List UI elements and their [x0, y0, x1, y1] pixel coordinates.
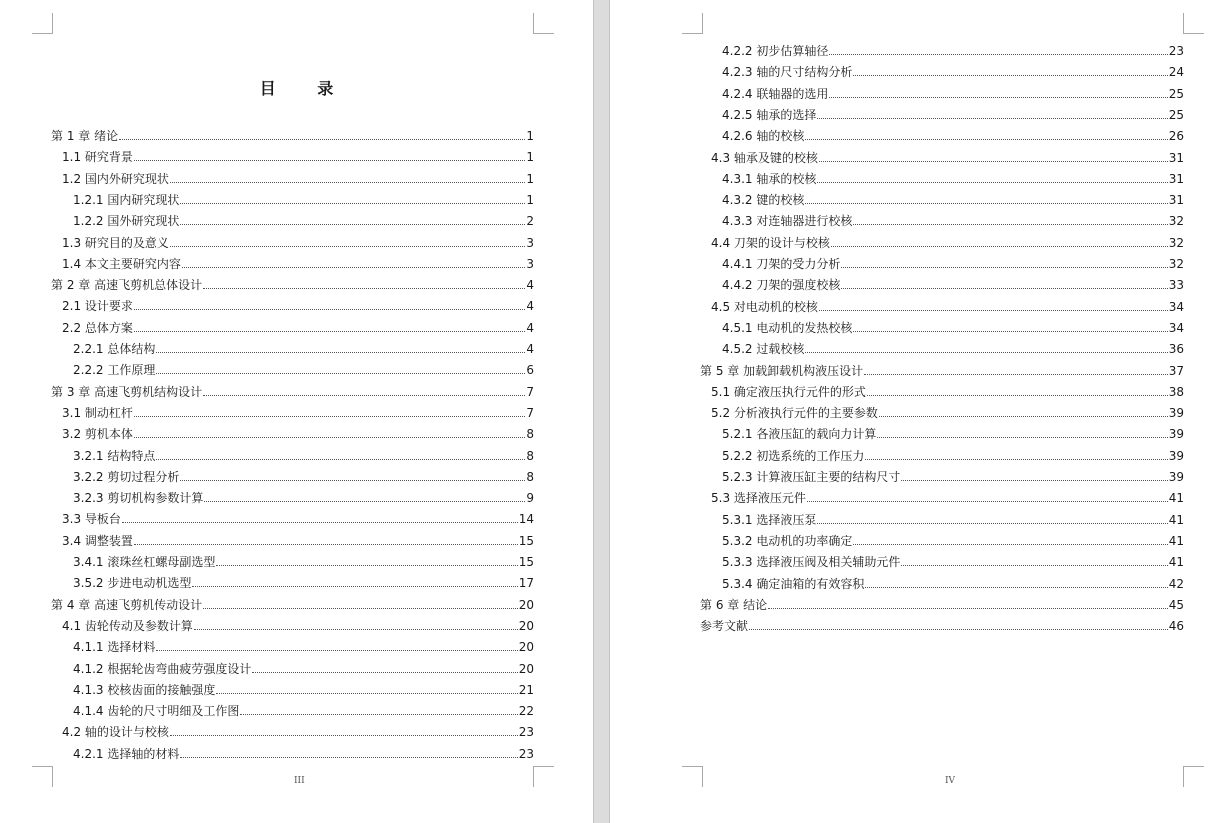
toc-entry-label: 4.3 轴承及键的校核 — [711, 150, 818, 165]
toc-leader-dots — [134, 543, 518, 545]
toc-entry-label: 第 1 章 绪论 — [51, 129, 119, 143]
toc-leader-dots — [865, 586, 1167, 588]
page-number: IV — [945, 776, 956, 786]
toc-leader-dots — [879, 415, 1168, 417]
toc-leader-dots — [805, 138, 1167, 140]
toc-entry-page: 32 — [1168, 214, 1184, 229]
toc-leader-dots — [901, 564, 1167, 566]
toc-entry-label: 1.1 研究背景 — [62, 150, 133, 165]
toc-entry[interactable] — [700, 165, 1184, 186]
toc-entry-page: 1 — [526, 129, 534, 143]
toc-entry-page: 39 — [1168, 427, 1184, 442]
toc-entry-label: 4.1.3 校核齿面的接触强度 — [73, 682, 216, 697]
toc-entry-page: 3 — [526, 235, 534, 250]
toc-leader-dots — [119, 138, 525, 140]
toc-entry[interactable] — [51, 591, 534, 612]
toc-entry-page: 38 — [1168, 384, 1184, 399]
toc-entry-label: 4.2.4 联轴器的选用 — [722, 86, 829, 101]
toc-entry-page: 1 — [526, 150, 534, 165]
toc-leader-dots — [216, 564, 517, 566]
toc-entry-page: 14 — [518, 512, 534, 527]
toc-entry-page: 9 — [526, 491, 534, 506]
toc-entry-page: 6 — [526, 363, 534, 378]
toc-entry[interactable] — [51, 335, 534, 356]
toc-leader-dots — [170, 181, 525, 183]
toc-entry-label: 4.3.3 对连轴器进行校核 — [722, 214, 853, 229]
toc-entry-page: 31 — [1168, 171, 1184, 186]
toc-entry[interactable] — [51, 378, 534, 399]
toc-leader-dots — [877, 436, 1167, 438]
toc-entry-page: 23 — [518, 746, 534, 761]
toc-entry-label: 4.2.6 轴的校核 — [722, 129, 805, 144]
toc-entry-label: 4.4.1 刀架的受力分析 — [722, 257, 841, 271]
toc-entry-label: 4.2.3 轴的尺寸结构分析 — [722, 65, 853, 80]
toc-entry-label: 2.2.1 总体结构 — [73, 342, 156, 356]
toc-leader-dots — [203, 394, 525, 396]
toc-leader-dots — [170, 245, 525, 247]
margin-corner-mark — [682, 13, 703, 34]
toc-entry-page: 45 — [1168, 597, 1184, 612]
toc-entry[interactable] — [700, 122, 1184, 143]
toc-leader-dots — [807, 500, 1168, 502]
toc-entry-page: 15 — [518, 533, 534, 548]
toc-leader-dots — [134, 436, 525, 438]
toc-leader-dots — [853, 330, 1167, 332]
toc-entry-label: 4.2.5 轴承的选择 — [722, 107, 817, 122]
toc-entry-page: 15 — [518, 555, 534, 569]
toc-entry[interactable] — [700, 399, 1184, 420]
toc-leader-dots — [134, 159, 525, 161]
toc-entry-page: 7 — [526, 384, 534, 399]
toc-leader-dots — [768, 607, 1168, 609]
margin-corner-mark — [533, 13, 554, 34]
toc-entry-label: 5.3 选择液压元件 — [711, 491, 806, 506]
toc-entry-page: 23 — [518, 725, 534, 740]
toc-entry-label: 5.2.3 计算液压缸主要的结构尺寸 — [722, 470, 901, 484]
toc-entry[interactable] — [700, 335, 1184, 356]
toc-leader-dots — [865, 458, 1167, 460]
toc-entry-label: 4.1.1 选择材料 — [73, 640, 156, 655]
toc-entry-label: 2.2.2 工作原理 — [73, 363, 156, 378]
toc-entry[interactable] — [700, 271, 1184, 292]
toc-entry-page: 36 — [1168, 342, 1184, 357]
toc-entry-page: 41 — [1168, 533, 1184, 548]
toc-entry-label: 4.4 刀架的设计与校核 — [711, 235, 830, 250]
toc-entry-label: 4.2 轴的设计与校核 — [62, 725, 169, 740]
toc-entry[interactable] — [51, 186, 534, 207]
toc-entry-page: 20 — [518, 597, 534, 612]
toc-entry[interactable] — [700, 484, 1184, 505]
toc-entry-page: 34 — [1168, 299, 1184, 314]
toc-entry-page: 23 — [1168, 44, 1184, 58]
toc-leader-dots — [805, 351, 1167, 353]
toc-entry-page: 32 — [1168, 235, 1184, 250]
toc-entry-page: 22 — [518, 704, 534, 719]
toc-entry-label: 4.5 对电动机的校核 — [711, 299, 818, 314]
toc-leader-dots — [805, 202, 1167, 204]
margin-corner-mark — [682, 766, 703, 787]
toc-leader-dots — [204, 500, 525, 502]
toc-leader-dots — [180, 223, 525, 225]
toc-leader-dots — [817, 522, 1167, 524]
toc-leader-dots — [134, 330, 525, 332]
margin-corner-mark — [32, 766, 53, 787]
toc-entry-page: 46 — [1168, 619, 1184, 634]
toc-entry-label: 3.2.3 剪切机构参数计算 — [73, 491, 204, 506]
toc-entry[interactable] — [51, 633, 534, 654]
toc-entry-page: 39 — [1168, 406, 1184, 421]
toc-entry-page: 8 — [526, 427, 534, 442]
toc-entry-label: 5.2.1 各液压缸的载向力计算 — [722, 427, 877, 442]
toc-entry-page: 3 — [526, 256, 534, 271]
toc-entry[interactable] — [51, 356, 534, 377]
toc-leader-dots — [240, 713, 517, 715]
toc-entry[interactable] — [700, 314, 1184, 335]
toc-entry[interactable] — [51, 655, 534, 676]
toc-entry-page: 31 — [1168, 150, 1184, 165]
toc-leader-dots — [853, 74, 1167, 76]
toc-entry-label: 1.2.1 国内研究现状 — [73, 192, 180, 207]
toc-entry[interactable] — [51, 612, 534, 633]
toc-leader-dots — [841, 287, 1167, 289]
toc-entry-page: 41 — [1168, 555, 1184, 570]
toc-entry-page: 8 — [526, 469, 534, 484]
toc-entry[interactable] — [51, 548, 534, 569]
toc-entry-page: 25 — [1168, 86, 1184, 101]
toc-entry-label: 第 3 章 高速飞剪机结构设计 — [51, 384, 203, 399]
toc-leader-dots — [853, 223, 1167, 225]
page-number: III — [294, 776, 305, 786]
toc-entry-page: 4 — [526, 278, 534, 293]
toc-leader-dots — [182, 266, 525, 268]
toc-entry-label: 参考文献 — [700, 619, 749, 634]
toc-entry-page: 4 — [526, 342, 534, 356]
toc-leader-dots — [156, 372, 525, 374]
toc-entry-page: 24 — [1168, 65, 1184, 80]
toc-entry[interactable] — [51, 569, 534, 590]
toc-leader-dots — [817, 181, 1167, 183]
toc-entry-label: 1.4 本文主要研究内容 — [62, 256, 181, 271]
toc-entry[interactable] — [700, 591, 1184, 612]
toc-leader-dots — [864, 373, 1168, 375]
toc-entry[interactable] — [51, 122, 534, 143]
toc-entry-label: 5.1 确定液压执行元件的形式 — [711, 384, 866, 399]
toc-leader-dots — [203, 287, 525, 289]
toc-leader-dots — [829, 96, 1167, 98]
toc-entry-label: 4.3.2 键的校核 — [722, 193, 805, 208]
toc-leader-dots — [180, 479, 525, 481]
toc-entry[interactable] — [700, 80, 1184, 101]
toc-entry[interactable] — [700, 570, 1184, 591]
toc-entry[interactable] — [51, 271, 534, 292]
toc-entry-label: 第 5 章 加载卸载机构液压设计 — [700, 363, 864, 378]
toc-leader-dots — [122, 521, 518, 523]
toc-entry-page: 21 — [518, 682, 534, 697]
toc-leader-dots — [829, 53, 1167, 55]
toc-entry-page: 8 — [526, 448, 534, 463]
toc-entry-label: 4.5.1 电动机的发热校核 — [722, 320, 853, 335]
toc-entry-label: 4.4.2 刀架的强度校核 — [722, 278, 841, 293]
toc-entry-label: 4.5.2 过载校核 — [722, 342, 805, 357]
toc-entry-label: 3.1 制动杠杆 — [62, 405, 133, 420]
toc-entry-label: 1.3 研究目的及意义 — [62, 235, 169, 250]
toc-entry-page: 4 — [526, 299, 534, 314]
toc-entry[interactable] — [51, 399, 534, 420]
toc-entry[interactable] — [700, 144, 1184, 165]
toc-entry[interactable] — [700, 186, 1184, 207]
toc-entry-label: 5.3.1 选择液压泵 — [722, 512, 817, 527]
toc-leader-dots — [180, 202, 525, 204]
page-gutter — [593, 0, 610, 823]
toc-entry-page: 34 — [1168, 320, 1184, 335]
toc-entry-label: 第 6 章 结论 — [700, 597, 768, 612]
toc-entry-page: 20 — [518, 661, 534, 676]
toc-entry-page: 1 — [526, 171, 534, 186]
toc-entry[interactable] — [700, 612, 1184, 633]
toc-entry-page: 41 — [1168, 512, 1184, 527]
toc-leader-dots — [817, 117, 1167, 119]
toc-entry[interactable] — [700, 58, 1184, 79]
toc-leader-dots — [819, 309, 1168, 311]
toc-entry-page: 32 — [1168, 257, 1184, 271]
margin-corner-mark — [1183, 766, 1204, 787]
toc-entry-label: 第 2 章 高速飞剪机总体设计 — [51, 278, 203, 293]
toc-entry[interactable] — [700, 207, 1184, 228]
toc-entry-page: 39 — [1168, 448, 1184, 463]
toc-title: 目 录 — [259, 79, 352, 98]
toc-entry[interactable] — [51, 676, 534, 697]
toc-entry[interactable] — [51, 143, 534, 164]
margin-corner-mark — [32, 13, 53, 34]
toc-leader-dots — [134, 308, 525, 310]
toc-entry[interactable] — [51, 484, 534, 505]
toc-entry-page: 39 — [1168, 470, 1184, 484]
toc-entry[interactable] — [51, 527, 534, 548]
toc-entry-label: 2.2 总体方案 — [62, 320, 133, 335]
toc-leader-dots — [853, 543, 1167, 545]
toc-entry-label: 3.3 导板台 — [62, 512, 121, 527]
toc-entry-label: 4.1.4 齿轮的尺寸明细及工作图 — [73, 704, 240, 719]
toc-entry-label: 5.2.2 初选系统的工作压力 — [722, 448, 865, 463]
toc-leader-dots — [170, 734, 518, 736]
toc-entry[interactable] — [51, 420, 534, 441]
toc-entry-page: 2 — [526, 214, 534, 229]
toc-entry-label: 4.2.2 初步估算轴径 — [722, 44, 829, 58]
toc-entry-label: 3.4 调整装置 — [62, 533, 133, 548]
toc-entry[interactable] — [51, 718, 534, 739]
toc-entry-label: 3.2 剪机本体 — [62, 427, 133, 442]
toc-entry[interactable] — [700, 463, 1184, 484]
toc-entry-page: 20 — [518, 640, 534, 655]
toc-entry-page: 7 — [526, 405, 534, 420]
toc-entry[interactable] — [51, 250, 534, 271]
toc-leader-dots — [749, 628, 1168, 630]
toc-entry-page: 25 — [1168, 107, 1184, 122]
toc-leader-dots — [203, 607, 518, 609]
toc-entry-label: 5.3.2 电动机的功率确定 — [722, 533, 853, 548]
toc-entry[interactable] — [700, 250, 1184, 271]
toc-entry-page: 17 — [518, 576, 534, 591]
toc-entry-label: 5.2 分析液执行元件的主要参数 — [711, 406, 878, 421]
toc-leader-dots — [194, 628, 518, 630]
toc-leader-dots — [867, 394, 1168, 396]
toc-entry-label: 4.1 齿轮传动及参数计算 — [62, 618, 193, 633]
toc-entry-page: 20 — [518, 618, 534, 633]
toc-entry[interactable] — [51, 314, 534, 335]
margin-corner-mark — [1183, 13, 1204, 34]
toc-leader-dots — [156, 351, 525, 353]
toc-entry-page: 33 — [1168, 278, 1184, 293]
toc-leader-dots — [901, 479, 1167, 481]
toc-leader-dots — [156, 458, 525, 460]
toc-entry[interactable] — [51, 697, 534, 718]
toc-entry[interactable] — [700, 506, 1184, 527]
toc-entry[interactable] — [51, 165, 534, 186]
toc-entry[interactable] — [51, 442, 534, 463]
toc-leader-dots — [192, 585, 517, 587]
toc-leader-dots — [156, 649, 517, 651]
margin-corner-mark — [533, 766, 554, 787]
toc-entry-label: 5.3.3 选择液压阀及相关辅助元件 — [722, 555, 901, 570]
toc-entry[interactable] — [700, 527, 1184, 548]
toc-leader-dots — [819, 160, 1168, 162]
toc-entry-label: 4.1.2 根据轮齿弯曲疲劳强度设计 — [73, 661, 252, 676]
toc-entry-page: 1 — [526, 192, 534, 207]
toc-leader-dots — [134, 415, 525, 417]
toc-entry-label: 4.2.1 选择轴的材料 — [73, 746, 180, 761]
toc-entry-page: 4 — [526, 320, 534, 335]
toc-entry-label: 5.3.4 确定油箱的有效容积 — [722, 576, 865, 591]
toc-entry-label: 4.3.1 轴承的校核 — [722, 171, 817, 186]
toc-entry-label: 3.5.2 步进电动机选型 — [73, 576, 192, 591]
toc-entry-page: 41 — [1168, 491, 1184, 506]
toc-entry[interactable] — [51, 740, 534, 761]
toc-entry[interactable] — [700, 37, 1184, 58]
toc-entry-label: 3.2.2 剪切过程分析 — [73, 469, 180, 484]
toc-entry-label: 第 4 章 高速飞剪机传动设计 — [51, 597, 203, 612]
toc-leader-dots — [831, 245, 1168, 247]
toc-entry[interactable] — [51, 207, 534, 228]
toc-entry[interactable] — [700, 442, 1184, 463]
toc-entry-label: 3.2.1 结构特点 — [73, 448, 156, 463]
toc-leader-dots — [252, 671, 517, 673]
toc-entry-page: 37 — [1168, 363, 1184, 378]
toc-entry[interactable] — [700, 357, 1184, 378]
toc-leader-dots — [841, 266, 1167, 268]
toc-leader-dots — [180, 756, 517, 758]
toc-entry[interactable] — [51, 229, 534, 250]
toc-entry[interactable] — [700, 229, 1184, 250]
toc-entry-label: 1.2.2 国外研究现状 — [73, 214, 180, 229]
toc-entry-label: 3.4.1 滚珠丝杠螺母副选型 — [73, 555, 216, 569]
toc-entry-label: 2.1 设计要求 — [62, 299, 133, 314]
toc-entry-page: 26 — [1168, 129, 1184, 144]
toc-entry[interactable] — [700, 101, 1184, 122]
toc-entry[interactable] — [700, 293, 1184, 314]
toc-entry[interactable] — [51, 292, 534, 313]
toc-entry[interactable] — [700, 378, 1184, 399]
toc-entry-label: 1.2 国内外研究现状 — [62, 171, 169, 186]
toc-entry-page: 42 — [1168, 576, 1184, 591]
toc-entry[interactable] — [700, 548, 1184, 569]
toc-entry-page: 31 — [1168, 193, 1184, 208]
toc-entry[interactable] — [700, 420, 1184, 441]
toc-entry[interactable] — [51, 505, 534, 526]
toc-entry[interactable] — [51, 463, 534, 484]
toc-leader-dots — [216, 692, 517, 694]
